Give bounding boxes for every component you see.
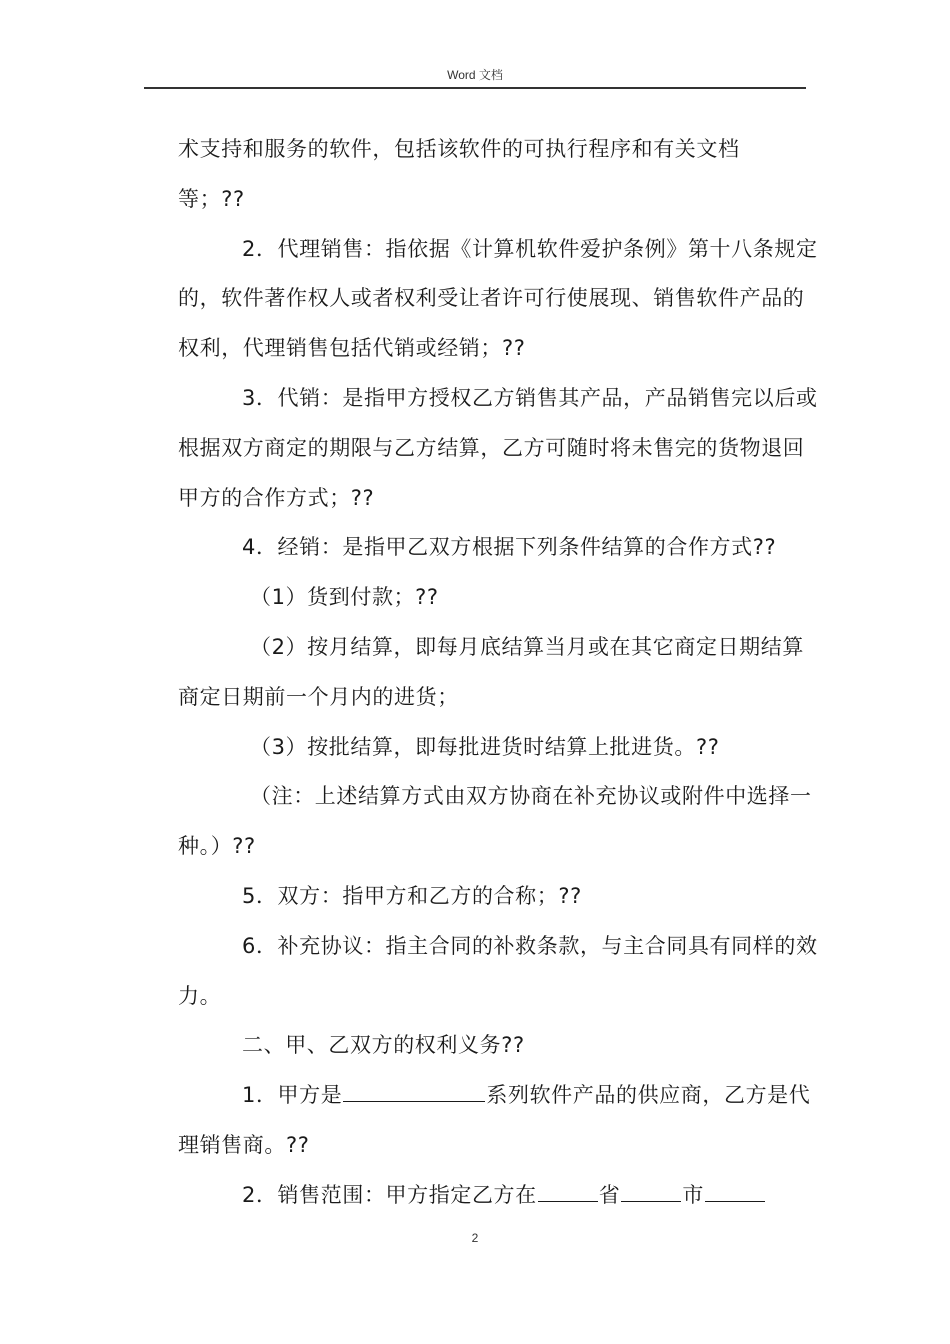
paragraph-definition-supplement: 6．补充协议：指主合同的补救条款，与主合同具有同样的效力。 — [178, 933, 818, 1008]
paragraph-1-line-1: 术支持和服务的软件，包括该软件的可执行程序和有关文档 — [178, 137, 740, 161]
page-header: Word 文档 — [447, 68, 503, 82]
province-blank — [538, 1179, 598, 1202]
paragraph-definition-distribution: 4．经销：是指甲乙双方根据下列条件结算的合作方式?? — [242, 535, 777, 560]
paragraph-definition-agency-sales: 2．代理销售：指依据《计算机软件爱护条例》第十八条规定的，软件著作权人或者权利受让者许可行使展现、销售软件产品的权利，代理销售包括代销或经销；?? — [178, 236, 818, 361]
header-divider — [144, 87, 806, 89]
paragraph-definition-consignment: 3．代销：是指甲方授权乙方销售其产品，产品销售完以后或根据双方商定的期限与乙方结算，乙方可随时将未售完的货物退回甲方的合作方式；?? — [178, 385, 818, 510]
paragraph-1-line-2: 等；?? — [178, 186, 245, 211]
paragraph-definition-parties: 5．双方：指甲方和乙方的合称；?? — [242, 883, 582, 908]
sales-scope-lead: 2．销售范围：甲方指定乙方在 — [242, 1182, 537, 1207]
city-label: 市 — [682, 1182, 704, 1207]
province-label: 省 — [598, 1182, 621, 1207]
section-heading-rights-obligations: 二、甲、乙双方的权利义务?? — [242, 1033, 525, 1058]
supplier-clause-lead: 1．甲方是 — [242, 1083, 343, 1108]
district-blank — [705, 1179, 765, 1202]
document-body — [178, 125, 818, 1221]
paragraph-sales-scope — [178, 1171, 818, 1221]
supplier-name-blank — [343, 1079, 485, 1102]
city-blank — [621, 1179, 681, 1202]
supplier-clause-rest: 系列软件产品的供应商，乙方是代理销售商。?? — [178, 1083, 811, 1157]
paragraph-settlement-option-3: （3）按批结算，即每批进货时结算上批进货。?? — [250, 734, 720, 759]
paragraph-settlement-option-1: （1）货到付款；?? — [250, 585, 439, 610]
paragraph-supplier-clause — [178, 1071, 818, 1171]
paragraph-settlement-option-2: （2）按月结算，即每月底结算当月或在其它商定日期结算商定日期前一个月内的进货； — [178, 634, 804, 709]
paragraph-settlement-note: （注：上述结算方式由双方协商在补充协议或附件中选择一种。）?? — [178, 784, 812, 859]
page-number: 2 — [471, 1231, 479, 1245]
